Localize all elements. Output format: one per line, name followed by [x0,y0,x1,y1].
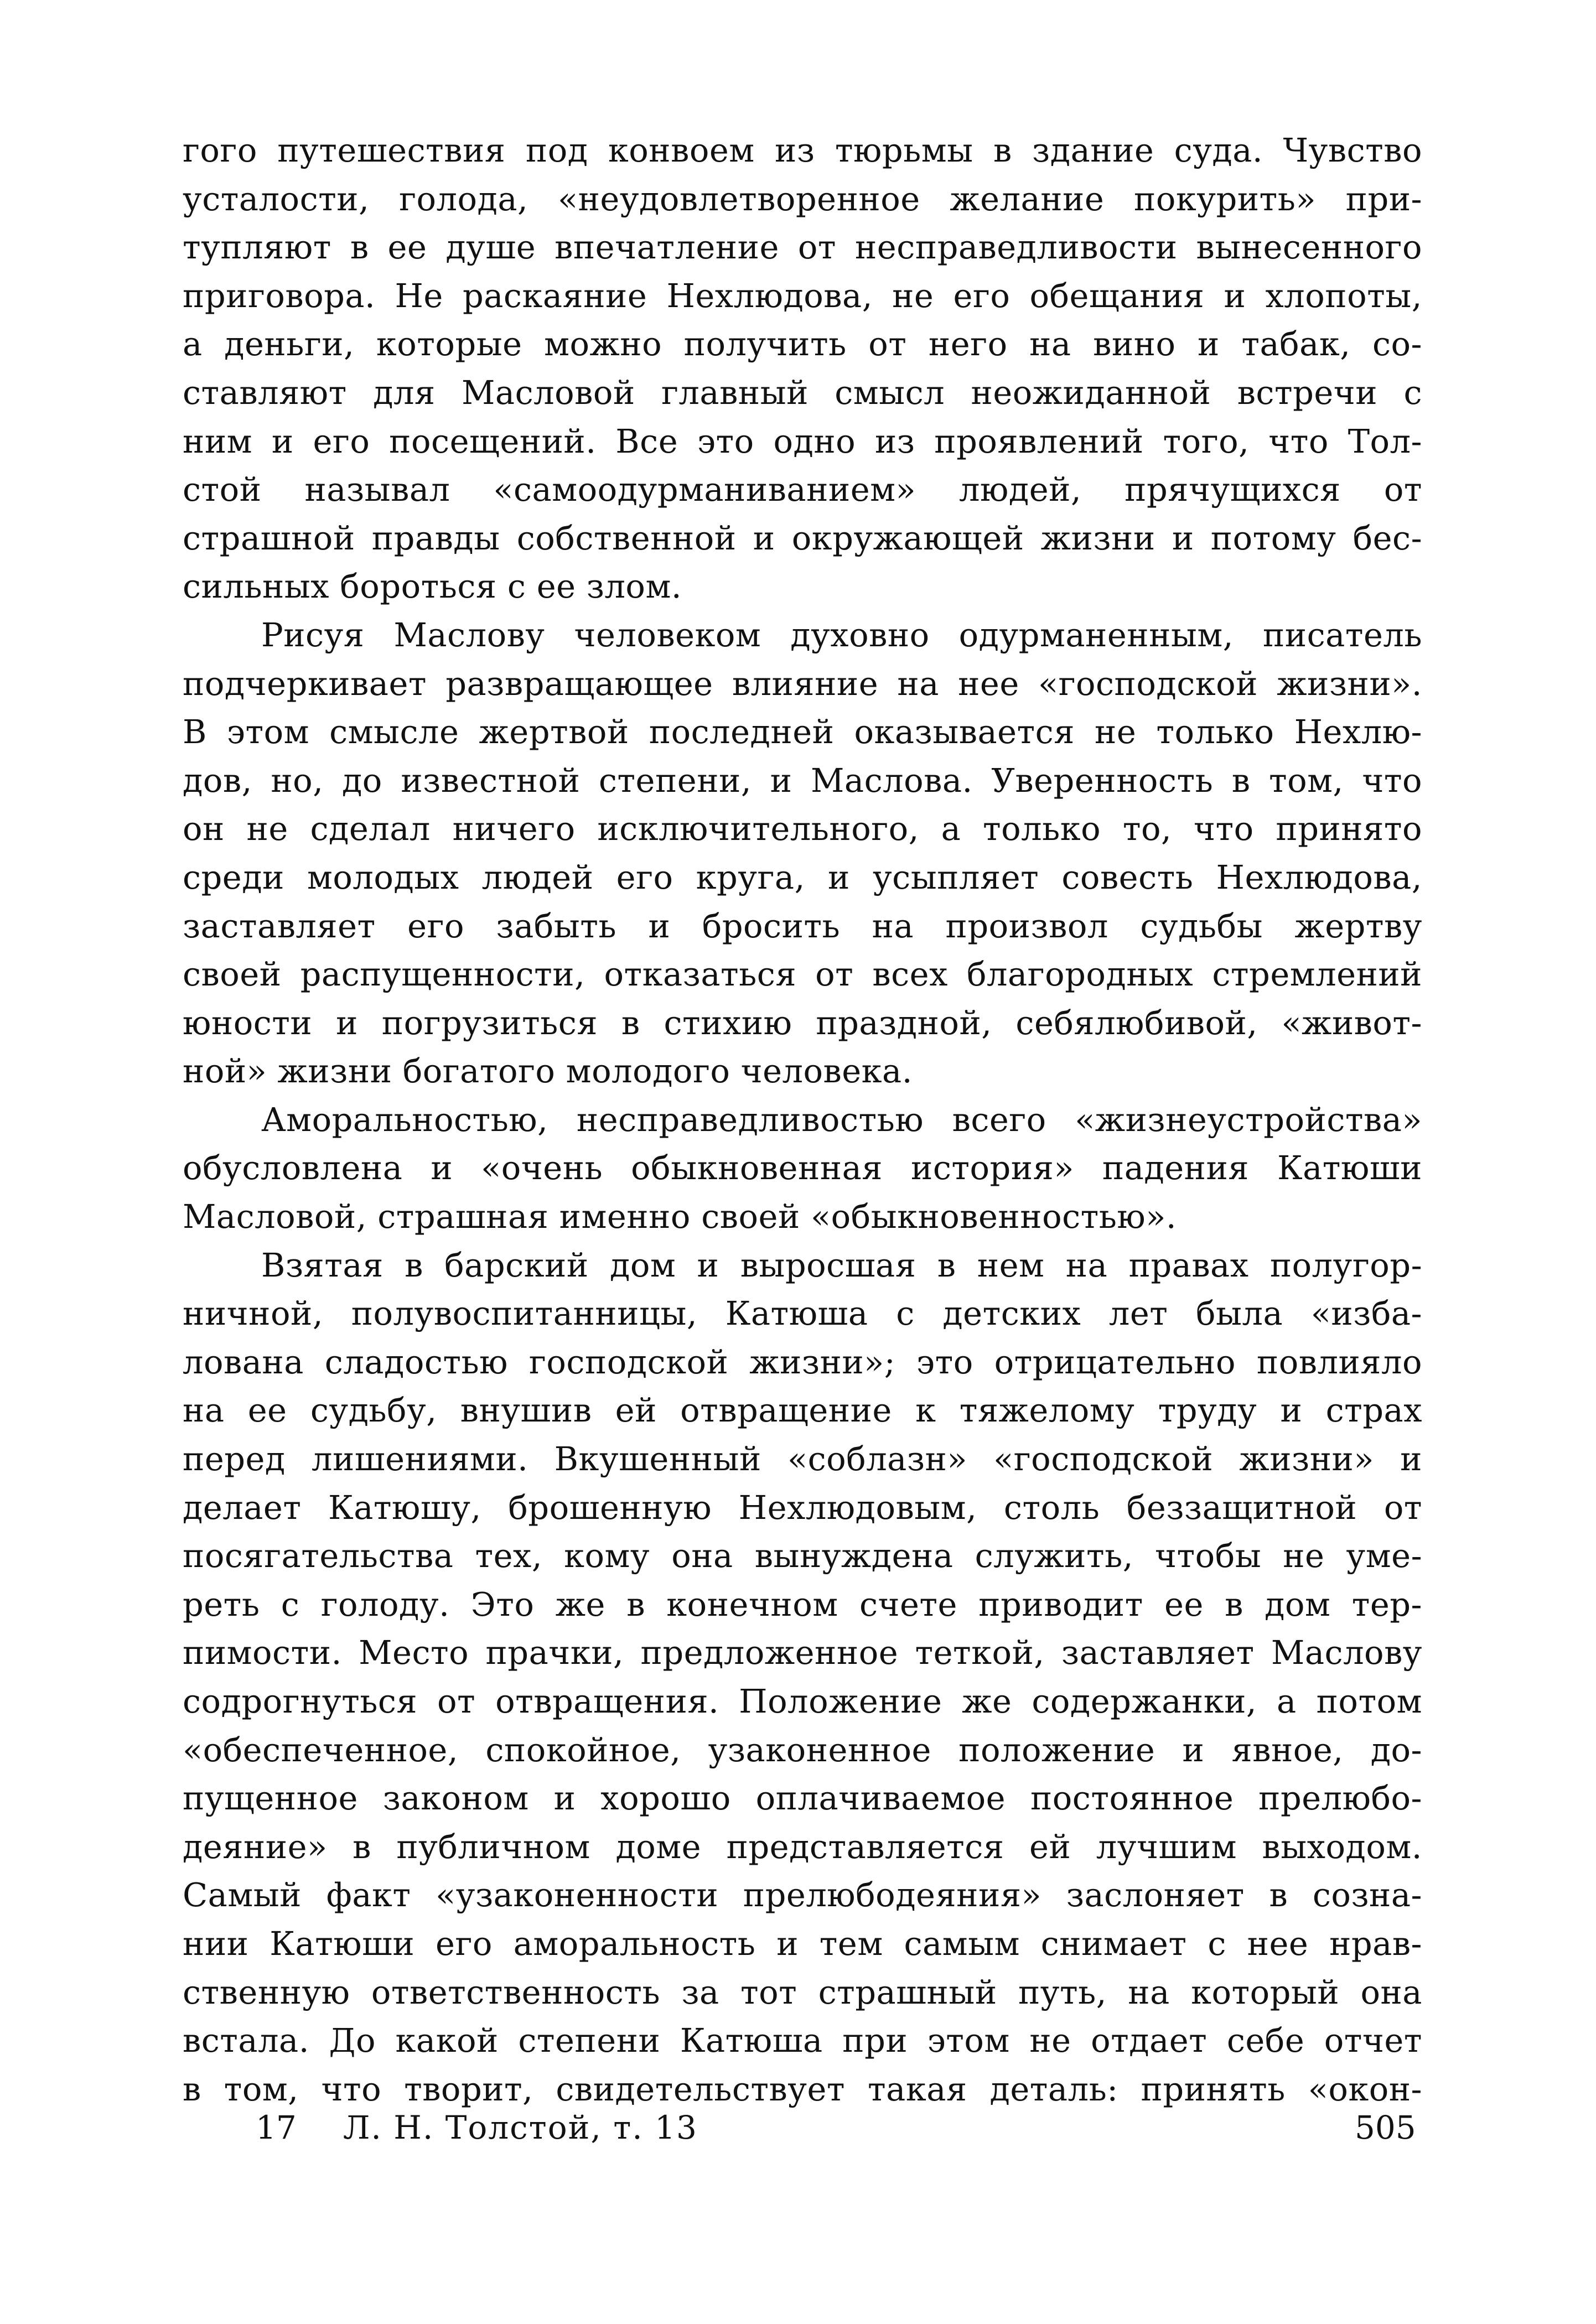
text-line: среди молодых людей его круга, и усыпляет совесть Нехлюдова, [183,858,1422,896]
text-line: сильных бороться с ее злом. [183,567,682,606]
text-line: лована сладостью господской жизни»; это отрицательно повлияло [183,1342,1422,1381]
paragraph [183,126,1422,611]
text-line: перед лишениями. Вкушенный «соблазн» «господской жизни» и [183,1440,1422,1479]
page-number: 505 [1355,2109,1416,2146]
text-line: стой называл «самоодурманиванием» людей, прячущихся от [183,470,1422,509]
text-line: ним и его посещений. Все это одно из проявлений того, что Тол- [183,422,1422,460]
text-line: Самый факт «узаконенности прелюбодеяния» заслоняет в созна- [183,1876,1422,1915]
printer-signature-text: Л. Н. Толстой, т. 13 [343,2109,698,2146]
text-line: подчеркивает развращающее влияние на нее «господской жизни». [183,664,1422,703]
text-line: гого путешествия под конвоем из тюрьмы в здание суда. Чувство [183,131,1422,169]
text-line: содрогнуться от отвращения. Положение же содержанки, а потом [183,1682,1422,1720]
paragraph [183,1096,1422,1241]
text-line: делает Катюшу, брошенную Нехлюдовым, столь беззащитной от [183,1488,1422,1527]
text-line: заставляет его забыть и бросить на произвол судьбы жертву [183,906,1422,945]
text-line: юности и погрузиться в стихию праздной, себялюбивой, «живот- [183,1003,1422,1042]
text-line: нии Катюши его аморальность и тем самым снимает с нее нрав- [183,1924,1422,1963]
text-line: страшной правды собственной и окружающей жизни и потому бес- [183,518,1422,557]
text-line: Рисуя Маслову человеком духовно одурманенным, писатель [261,615,1422,654]
text-line: ставляют для Масловой главный смысл неожиданной встречи с [183,373,1422,412]
text-line: Аморальностью, несправедливостью всего «жизнеустройства» [261,1100,1422,1139]
text-line: пимости. Место прачки, предложенное теткой, заставляет Маслову [183,1633,1422,1672]
text-line: пущенное законом и хорошо оплачиваемое постоянное прелюбо- [183,1779,1422,1818]
page-body-text [183,126,1422,2113]
page-footer [0,2103,1596,2152]
text-line: встала. До какой степени Катюша при этом не отдает себе отчет [183,2021,1422,2060]
text-line: приговора. Не раскаяние Нехлюдова, не его обещания и хлопоты, [183,276,1422,315]
text-line: своей распущенности, отказаться от всех благородных стремлений [183,955,1422,994]
text-line: дов, но, до известной степени, и Маслова. Уверенность в том, что [183,761,1422,800]
text-line: реть с голоду. Это же в конечном счете приводит ее в дом тер- [183,1585,1422,1623]
text-line: посягательства тех, кому она вынуждена служить, чтобы не уме- [183,1537,1422,1575]
text-line: Взятая в барский дом и выросшая в нем на правах полугор- [261,1246,1422,1284]
text-line: ной» жизни богатого молодого человека. [183,1052,913,1091]
text-line: на ее судьбу, внушив ей отвращение к тяжелому труду и страх [183,1391,1422,1430]
text-line: ственную ответственность за тот страшный путь, на который она [183,1973,1422,2011]
text-line: а деньги, которые можно получить от него на вино и табак, со- [183,325,1422,364]
text-line: обусловлена и «очень обыкновенная история» падения Катюши [183,1149,1422,1187]
text-line: деяние» в публичном доме представляется ей лучшим выходом. [183,1827,1422,1866]
text-line: в том, что творит, свидетельствует такая деталь: принять «окон- [183,2069,1422,2108]
printer-signature-number: 17 [256,2109,297,2146]
text-line: В этом смысле жертвой последней оказывается не только Нехлю- [183,713,1422,751]
text-line: Масловой, страшная именно своей «обыкновенностью». [183,1197,1177,1236]
text-line: ничной, полувоспитанницы, Катюша с детских лет была «изба- [183,1294,1422,1333]
text-line: «обеспеченное, спокойное, узаконенное положение и явное, до- [183,1730,1422,1769]
text-line: тупляют в ее душе впечатление от несправедливости вынесенного [183,228,1422,267]
text-line: усталости, голода, «неудовлетворенное желание покурить» при- [183,179,1422,218]
paragraph [183,611,1422,1096]
paragraph [183,1241,1422,2114]
text-line: он не сделал ничего исключительного, а только то, что принято [183,810,1422,848]
